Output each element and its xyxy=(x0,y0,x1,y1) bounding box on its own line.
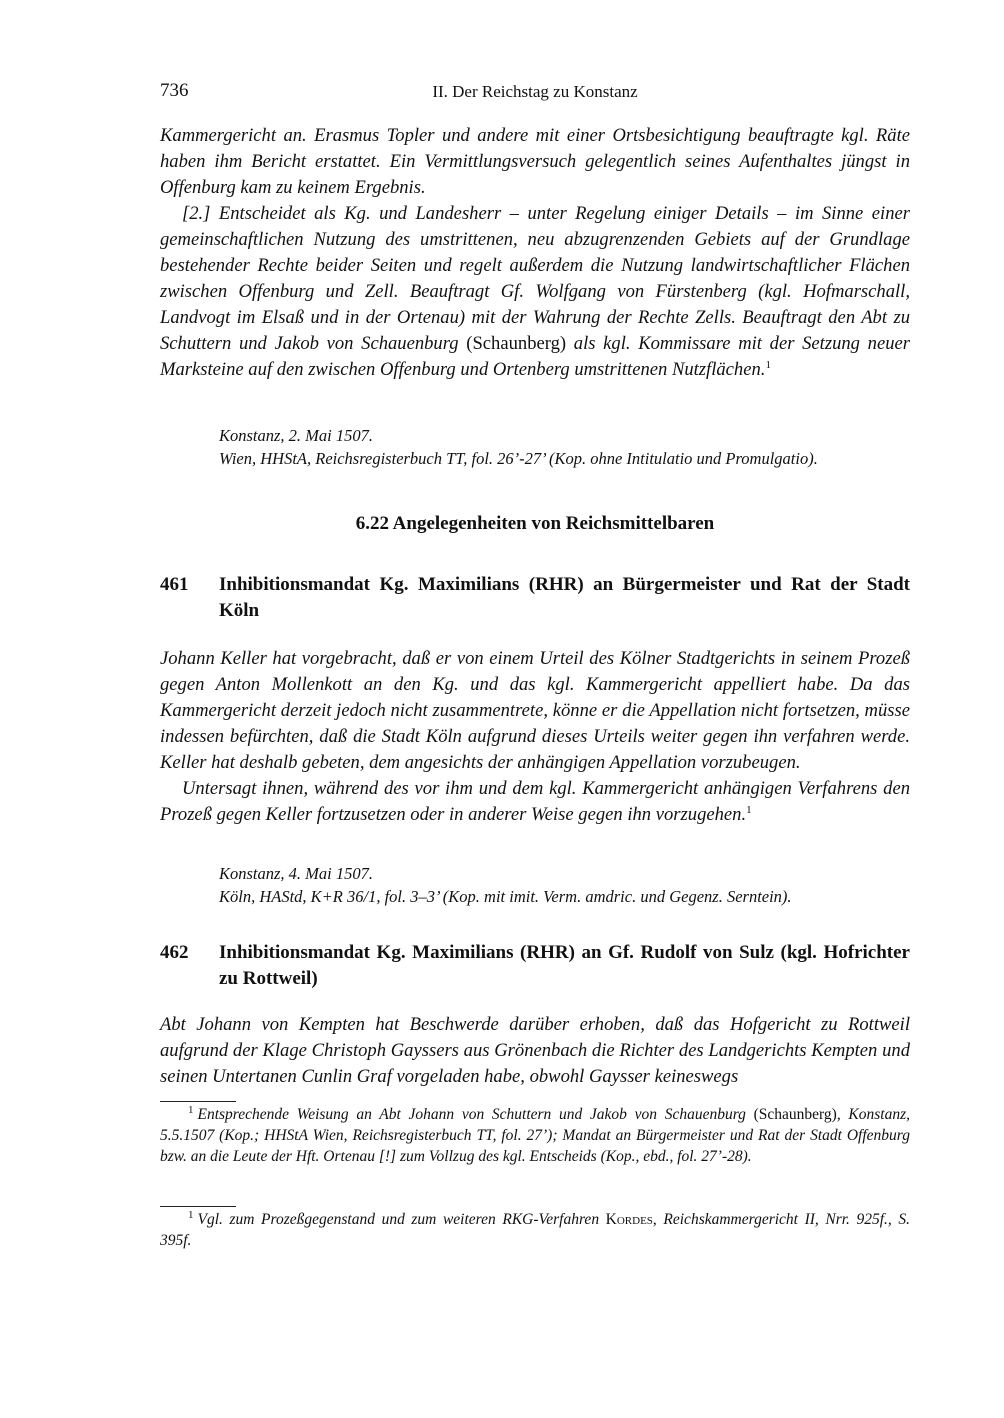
text-run: Vgl. zum Prozeßgegenstand und zum weiteren RKG-Verfahren xyxy=(197,1211,600,1228)
page-number: 736 xyxy=(160,80,189,101)
entry-number: 462 xyxy=(160,942,189,963)
paragraph xyxy=(160,776,910,828)
date-line: Konstanz, 2. Mai 1507. xyxy=(219,426,374,445)
footnote-marker: 1 xyxy=(188,1208,194,1221)
entry-continuation xyxy=(160,123,910,383)
footnote-ref: 1 xyxy=(765,358,771,371)
text-run: (Schaunberg), xyxy=(753,1106,841,1123)
author-name: Kordes, xyxy=(605,1211,657,1228)
dating-block xyxy=(160,424,910,470)
entry-title: Inhibitionsmandat Kg. Maximilians (RHR) an Bürgermeister und Rat der Stadt Köln xyxy=(219,574,910,621)
footnote-rule xyxy=(160,1206,236,1207)
source-line: Wien, HHStA, Reichsregisterbuch TT, fol. 26’-27’ (Kop. ohne Intitulatio und Promulgatio). xyxy=(219,449,818,468)
entry-number: 461 xyxy=(160,574,189,595)
dating-block xyxy=(160,862,910,908)
source-line: Köln, HAStd, K+R 36/1, fol. 3–3’ (Kop. mit imit. Verm. amdric. und Gegenz. Serntein). xyxy=(219,887,792,906)
text-run: Reichskammergericht II, Nrr. 925f., S. 395f. xyxy=(160,1211,911,1249)
footnote xyxy=(160,1104,910,1167)
text-run: (Schaunberg) xyxy=(466,333,567,354)
paragraph: Abt Johann von Kempten hat Beschwerde darüber erhoben, daß das Hofgericht zu Rottweil aufgrund der Klage Christoph Gayssers aus Grönenbach die Richter des Landgerichts Kempten und seinen Untertanen Cunlin Graf vorgeladen habe, obwohl Gaysser keineswegs xyxy=(160,1014,910,1087)
entry-heading xyxy=(160,572,910,624)
text-run: als kgl. Kommissare mit der Setzung neuer Marksteine auf den zwischen Offenburg und Ortenberg umstrittenen Nutzflächen. xyxy=(160,333,910,380)
text-run: Konstanz, 5.5.1507 (Kop.; HHStA Wien, Reichsregisterbuch TT, fol. 27’); Mandat an Bürgermeister und Rat der Stadt Offenburg bzw. an die Leute der Hft. Ortenau [!] zum Vollzug des kgl. Entscheids (Kop., ebd., fol. 27’-28). xyxy=(160,1106,911,1165)
footnote-rule xyxy=(160,1101,236,1102)
running-header xyxy=(160,80,910,108)
entry-heading xyxy=(160,940,910,992)
section-title: 6.22 Angelegenheiten von Reichsmittelbaren xyxy=(355,513,715,534)
paragraph: Kammergericht an. Erasmus Topler und andere mit einer Ortsbesichtigung beauftragte kgl. Räte haben ihm Bericht erstattet. Ein Vermittlungsversuch gelegentlich seines Aufenthaltes jüngst in Offenburg kam zu keinem Ergebnis. xyxy=(160,125,910,198)
running-title: II. Der Reichstag zu Konstanz xyxy=(432,82,638,101)
footnote-marker: 1 xyxy=(188,1103,194,1116)
entry-title: Inhibitionsmandat Kg. Maximilians (RHR) an Gf. Rudolf von Sulz (kgl. Hofrichter zu Rottweil) xyxy=(219,942,910,989)
text-run: [2.] Entscheidet als Kg. und Landesherr – unter Regelung einiger Details – im Sinne einer gemeinschaftlichen Nutzung des umstrittenen, neu abzugrenzenden Gebiets auf der Grundlage bestehender Rechte beider Seiten und regelt außerdem die Nutzung landwirtschaftlicher Flächen zwischen Offenburg und Zell. Beauftragt Gf. Wolfgang von Fürstenberg (kgl. Hofmarschall, Landvogt im Elsaß und in der Ortenau) mit der Wahrung der Rechte Zells. Beauftragt den Abt zu Schuttern und Jakob von Schauenburg xyxy=(160,203,910,354)
paragraph xyxy=(160,201,910,383)
text-run: Entsprechende Weisung an Abt Johann von Schuttern und Jakob von Schauenburg xyxy=(197,1106,746,1123)
footnote-ref: 1 xyxy=(746,803,752,816)
text-run: Untersagt ihnen, während des vor ihm und dem kgl. Kammergericht anhängigen Verfahrens den Prozeß gegen Keller fortzusetzen oder in anderer Weise gegen ihn vorzugehen. xyxy=(160,778,910,825)
entry-regest xyxy=(160,1012,910,1090)
date-line: Konstanz, 4. Mai 1507. xyxy=(219,864,374,883)
footnote xyxy=(160,1209,910,1251)
paragraph: Johann Keller hat vorgebracht, daß er von einem Urteil des Kölner Stadtgerichts in seinem Prozeß gegen Anton Mollenkott an den Kg. und das kgl. Kammergericht appelliert habe. Da das Kammergericht derzeit jedoch nicht zusammentrete, könne er die Appellation nicht fortsetzen, müsse indessen befürchten, daß die Stadt Köln aufgrund dieses Urteils weiter gegen ihn verfahren werde. Keller hat deshalb gebeten, dem angesichts der anhängigen Appellation vorzubeugen. xyxy=(160,648,910,773)
entry-regest xyxy=(160,646,910,828)
